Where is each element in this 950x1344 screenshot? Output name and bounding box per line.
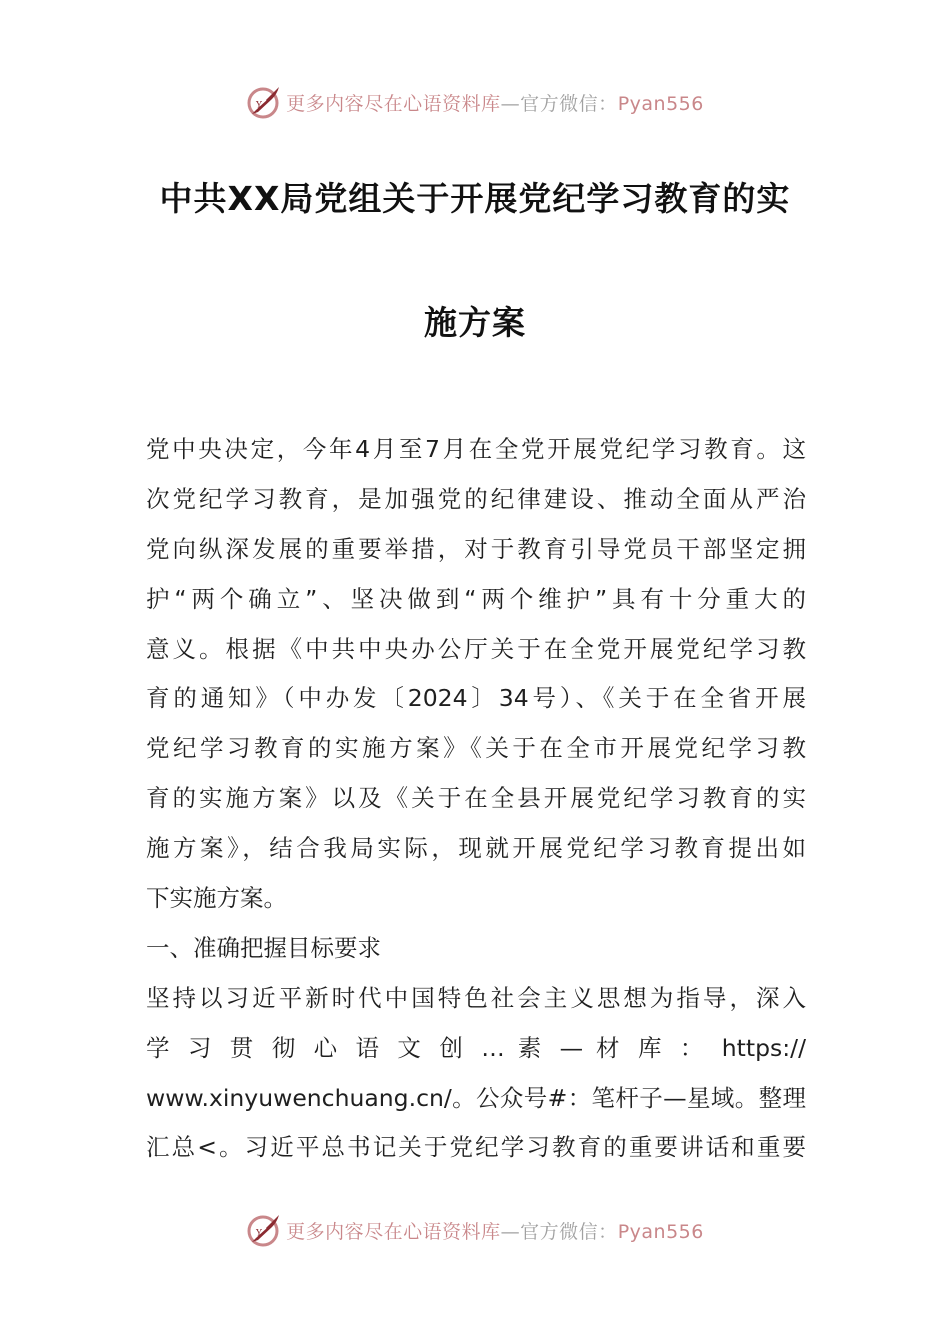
body-line: 意义。根据《中共中央办公厅关于在全党开展党纪学习教: [146, 634, 806, 663]
body-line: 党向纵深发展的重要举措，对于教育引导党员干部坚定拥: [146, 534, 806, 563]
body-line: 下实施方案。: [146, 884, 287, 913]
body-line: 育的实施方案》以及《关于在全县开展党纪学习教育的实: [146, 784, 806, 813]
body-line: 护“两个确立”、坚决做到“两个维护”具有十分重大的: [146, 584, 806, 613]
watermark-text: 更多内容尽在心语资料库—官方微信：Pyan556: [286, 92, 704, 115]
quill-logo-icon: [246, 1212, 282, 1248]
watermark-text: 更多内容尽在心语资料库—官方微信：Pyan556: [286, 1220, 704, 1243]
body-line: 党中央决定，今年4月至7月在全党开展党纪学习教育。这: [146, 435, 806, 463]
svg-text:Y: Y: [256, 1229, 263, 1239]
body-line: 坚持以习近平新时代中国特色社会主义思想为指导，深入: [146, 983, 806, 1012]
body-line: 汇总<。习近平总书记关于党纪学习教育的重要讲话和重要: [146, 1133, 806, 1162]
body-line: 党纪学习教育的实施方案》《关于在全市开展党纪学习教: [146, 734, 806, 763]
body-line: 次党纪学习教育，是加强党的纪律建设、推动全面从严治: [146, 484, 806, 513]
document-body: [146, 425, 806, 1173]
section-heading: 一、准确把握目标要求: [146, 933, 381, 962]
header-watermark: [0, 82, 950, 122]
body-line: www.xinyuwenchuang.cn/。公众号#：笔杆子—星域。整理: [146, 1083, 806, 1112]
document-title-line-2: 施方案: [424, 303, 526, 342]
body-line: 学 习 贯 彻 心 语 文 创 … 素 — 材 库 ： https://: [146, 1033, 806, 1062]
footer-watermark: [0, 1210, 950, 1250]
body-line: 施方案》，结合我局实际，现就开展党纪学习教育提出如: [146, 834, 806, 863]
document-title-line-1: 中共XX局党组关于开展党纪学习教育的实: [159, 179, 791, 218]
body-line: 育的通知》（中办发〔2024〕34号）、《关于在全省开展: [146, 684, 806, 713]
svg-text:Y: Y: [256, 101, 263, 111]
quill-logo-icon: [246, 84, 282, 120]
